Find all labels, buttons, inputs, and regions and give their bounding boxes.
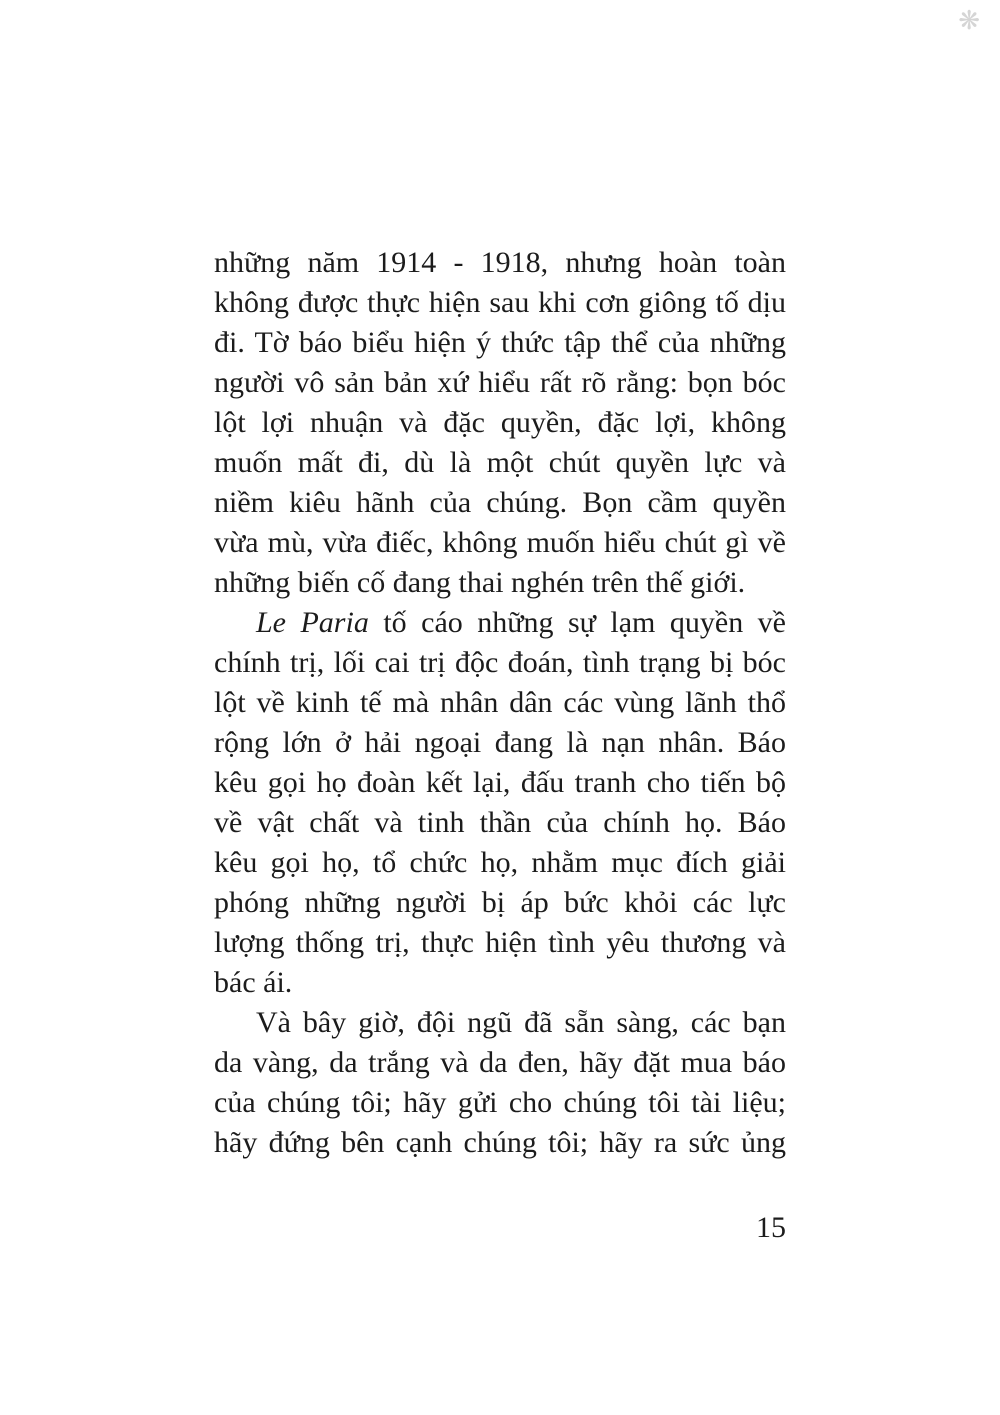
text-line: kêu gọi họ, tổ chức họ, nhằm mục đích giải (214, 846, 786, 879)
text-line: Và bây giờ, đội ngũ đã sẵn sàng, các bạn (256, 1006, 786, 1039)
text-line: muốn mất đi, dù là một chút quyền lực và (214, 446, 786, 479)
text-line: những năm 1914 - 1918, nhưng hoàn toàn (214, 246, 786, 279)
paragraph (214, 1003, 786, 1163)
text-line: rộng lớn ở hải ngoại đang là nạn nhân. Báo (214, 726, 786, 759)
text-line: lột về kinh tế mà nhân dân các vùng lãnh thổ (214, 686, 786, 719)
text-line: không được thực hiện sau khi cơn giông tố dịu (214, 286, 786, 319)
flower-icon: ❋ (958, 6, 980, 36)
text-line: phóng những người bị áp bức khỏi các lực (214, 886, 786, 919)
paragraph (214, 243, 786, 603)
text-line: niềm kiêu hãnh của chúng. Bọn cầm quyền (214, 486, 786, 519)
text-line: của chúng tôi; hãy gửi cho chúng tôi tài liệu; (214, 1086, 786, 1119)
text-line: lột lợi nhuận và đặc quyền, đặc lợi, không (214, 406, 786, 439)
text-line: bác ái. (214, 966, 293, 999)
text-line: kêu gọi họ đoàn kết lại, đấu tranh cho tiến bộ (214, 766, 786, 799)
text-line: những biến cố đang thai nghén trên thế giới. (214, 566, 746, 599)
text-line: da vàng, da trắng và da đen, hãy đặt mua báo (214, 1046, 786, 1079)
text-line: về vật chất và tinh thần của chính họ. Báo (214, 806, 786, 839)
text-line: lượng thống trị, thực hiện tình yêu thương và (214, 926, 786, 959)
text-line: đi. Tờ báo biểu hiện ý thức tập thể của những (214, 326, 786, 359)
page-number: 15 (756, 1211, 786, 1244)
text-line: vừa mù, vừa điếc, không muốn hiểu chút gì về (214, 526, 786, 559)
text-block (214, 243, 786, 1163)
paragraph (214, 603, 786, 1003)
italic-newspaper-title: Le Paria (256, 606, 369, 639)
text-line: Le Paria tố cáo những sự lạm quyền về (256, 606, 786, 639)
text-line: hãy đứng bên cạnh chúng tôi; hãy ra sức ủng (214, 1126, 786, 1159)
text-line: người vô sản bản xứ hiểu rất rõ rằng: bọn bóc (214, 366, 786, 399)
text-line: chính trị, lối cai trị độc đoán, tình trạng bị bóc (214, 646, 786, 679)
